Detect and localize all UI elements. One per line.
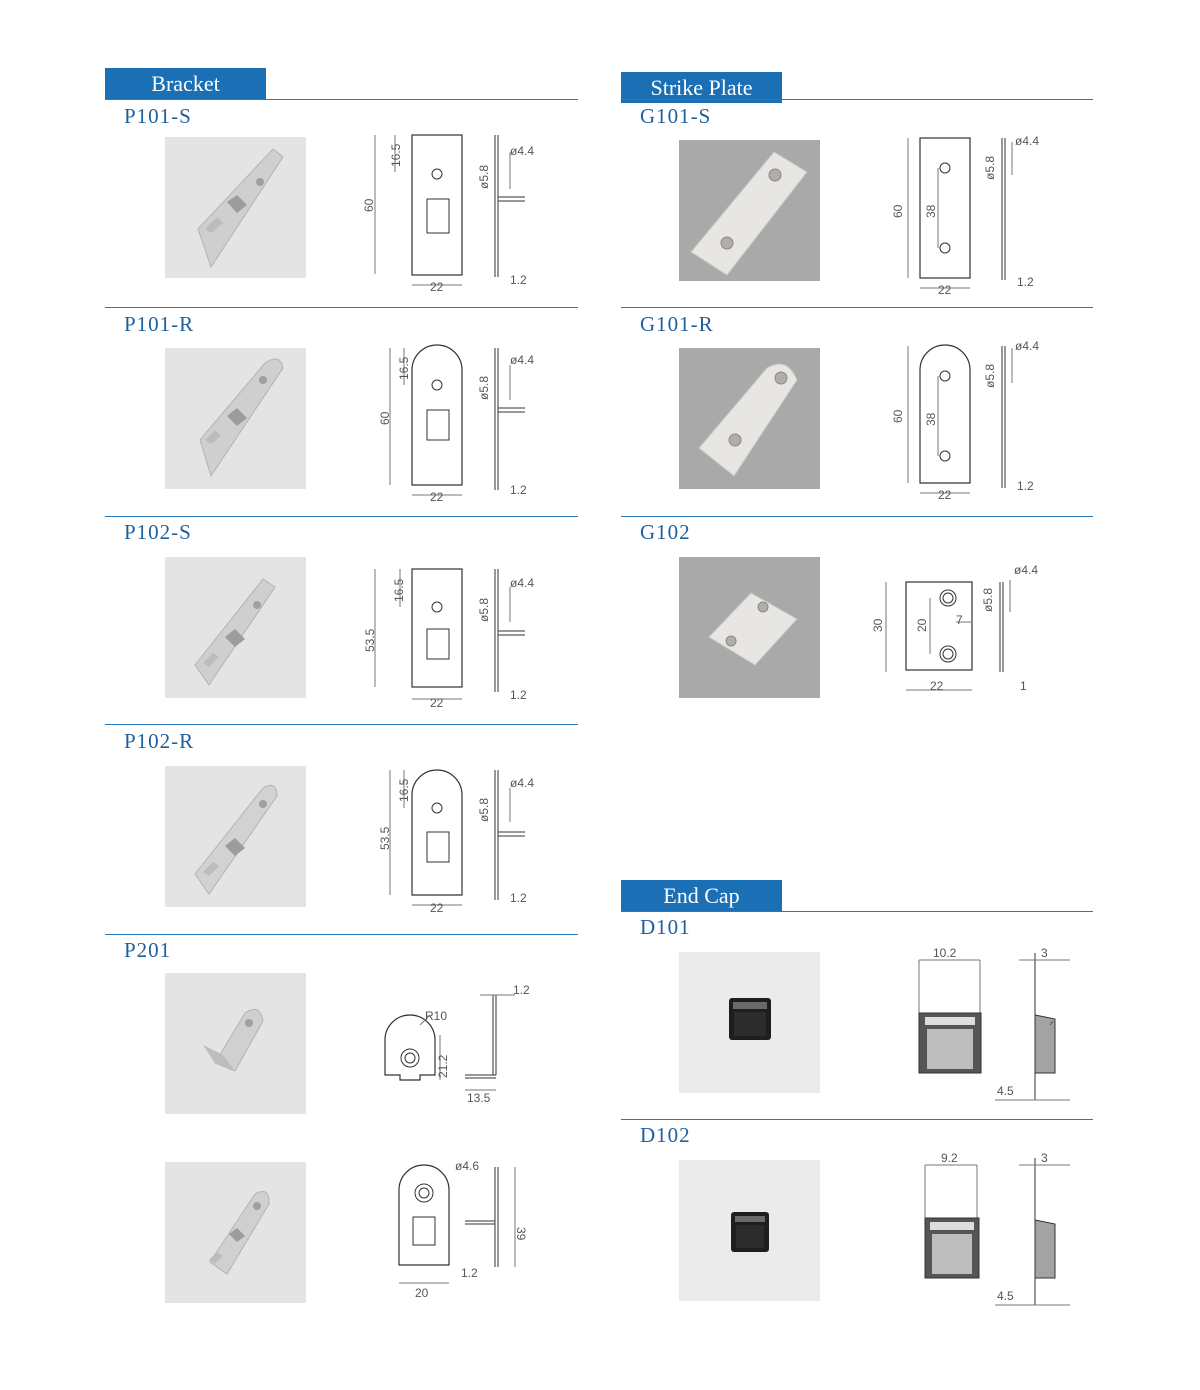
section-rule [105,99,578,100]
dim-thickness: 1.2 [510,483,527,497]
item-divider [621,307,1093,308]
product-photo-p201-b [165,1162,306,1303]
dim-width: 22 [430,901,444,915]
product-photo-g101s [679,140,820,281]
dim-height: 30 [871,618,885,632]
dim-top: 16.5 [397,356,411,380]
dim-hole: ø5.8 [477,375,491,400]
section-tab-strike-plate: Strike Plate [621,72,782,103]
dim-hole: ø4.6 [455,1159,480,1173]
dim-hole: ø5.8 [477,164,491,189]
product-photo-g102 [679,557,820,698]
dim-pitch: 38 [924,204,938,218]
dim-thickness: 1.2 [513,983,530,997]
section-rule [621,99,1093,100]
dim-slot: ø4.4 [1015,134,1040,148]
dim-height: 60 [362,198,376,212]
section-rule [621,911,1093,912]
dim-slot: ø4.4 [1015,339,1040,353]
dim-height: 60 [891,409,905,423]
product-code: D102 [640,1123,691,1147]
product-code: D101 [640,915,691,939]
dim-slot: ø4.4 [510,353,535,367]
dim-slot: ø4.4 [1014,563,1039,577]
technical-drawing-g101r [880,338,1070,513]
technical-drawing-g101s [880,130,1070,305]
section-tab-end-cap: End Cap [621,880,782,911]
dim-width: 22 [930,679,944,693]
dim-width: 22 [938,283,952,297]
product-code: P101-R [124,312,195,336]
item-divider [105,516,578,517]
technical-drawing-p201-a [375,980,555,1110]
dim-height: 60 [378,411,392,425]
dim-base: 4.5 [997,1084,1014,1098]
dim-thickness: 1.2 [1017,479,1034,493]
product-photo-p101s [165,137,306,278]
dim-hole: ø5.8 [983,363,997,388]
dim-width: 22 [430,490,444,504]
dim-thickness: 1.2 [510,273,527,287]
dim-radius: R10 [425,1009,448,1023]
product-code: G102 [640,520,691,544]
dim-top: 16.5 [397,778,411,802]
dim-height: 53.5 [363,628,377,652]
dim-width: 20 [415,1286,429,1300]
technical-drawing-d102 [905,1150,1085,1315]
item-divider [621,1119,1093,1120]
dim-width: 10.2 [933,946,957,960]
product-code: P102-R [124,729,195,753]
technical-drawing-g102 [868,562,1068,702]
technical-drawing-p201-b [375,1155,555,1305]
technical-drawing-d101 [905,945,1085,1110]
product-code: G101-S [640,104,712,128]
dim-height: 60 [891,204,905,218]
product-photo-d102 [679,1160,820,1301]
dim-height: 21.2 [436,1054,450,1078]
dim-thickness: 1.2 [461,1266,478,1280]
dim-thickness: 3 [1041,1151,1048,1165]
product-code: G101-R [640,312,714,336]
dim-thickness: 1.2 [1017,275,1034,289]
dim-slot: ø4.4 [510,776,535,790]
technical-drawing-p101s [360,127,560,302]
product-photo-g101r [679,348,820,489]
product-photo-p102s [165,557,306,698]
technical-drawing-p102s [360,557,560,722]
dim-width: 22 [430,280,444,294]
dim-width: 22 [938,488,952,502]
dim-hole: ø5.8 [477,797,491,822]
dim-hole: ø5.8 [983,155,997,180]
product-code: P102-S [124,520,192,544]
item-divider [105,724,578,725]
dim-pitch: 38 [924,412,938,426]
dim-height: 39 [514,1227,528,1241]
product-photo-p102r [165,766,306,907]
dim-thickness: 1.2 [510,688,527,702]
item-divider [105,307,578,308]
dim-width: 9.2 [941,1151,958,1165]
dim-thickness: 1.2 [510,891,527,905]
item-divider [621,516,1093,517]
product-photo-p101r [165,348,306,489]
dim-base: 4.5 [997,1289,1014,1303]
dim-hole: ø5.8 [477,597,491,622]
dim-width: 22 [430,696,444,710]
technical-drawing-p102r [360,760,560,925]
product-code: P101-S [124,104,192,128]
product-photo-d101 [679,952,820,1093]
product-code: P201 [124,938,172,962]
dim-slot: ø4.4 [510,576,535,590]
dim-hole: ø5.8 [981,587,995,612]
technical-drawing-p101r [360,340,560,515]
dim-slot: ø4.4 [510,144,535,158]
dim-top: 16.5 [392,578,406,602]
dim-height: 53.5 [378,826,392,850]
section-tab-bracket: Bracket [105,68,266,99]
dim-width: 13.5 [467,1091,491,1105]
dim-pitch: 20 [915,618,929,632]
product-photo-p201-a [165,973,306,1114]
dim-offset: 7 [956,613,963,627]
dim-thickness: 3 [1041,946,1048,960]
item-divider [105,934,578,935]
dim-thickness: 1 [1020,679,1027,693]
dim-top: 16.5 [389,143,403,167]
